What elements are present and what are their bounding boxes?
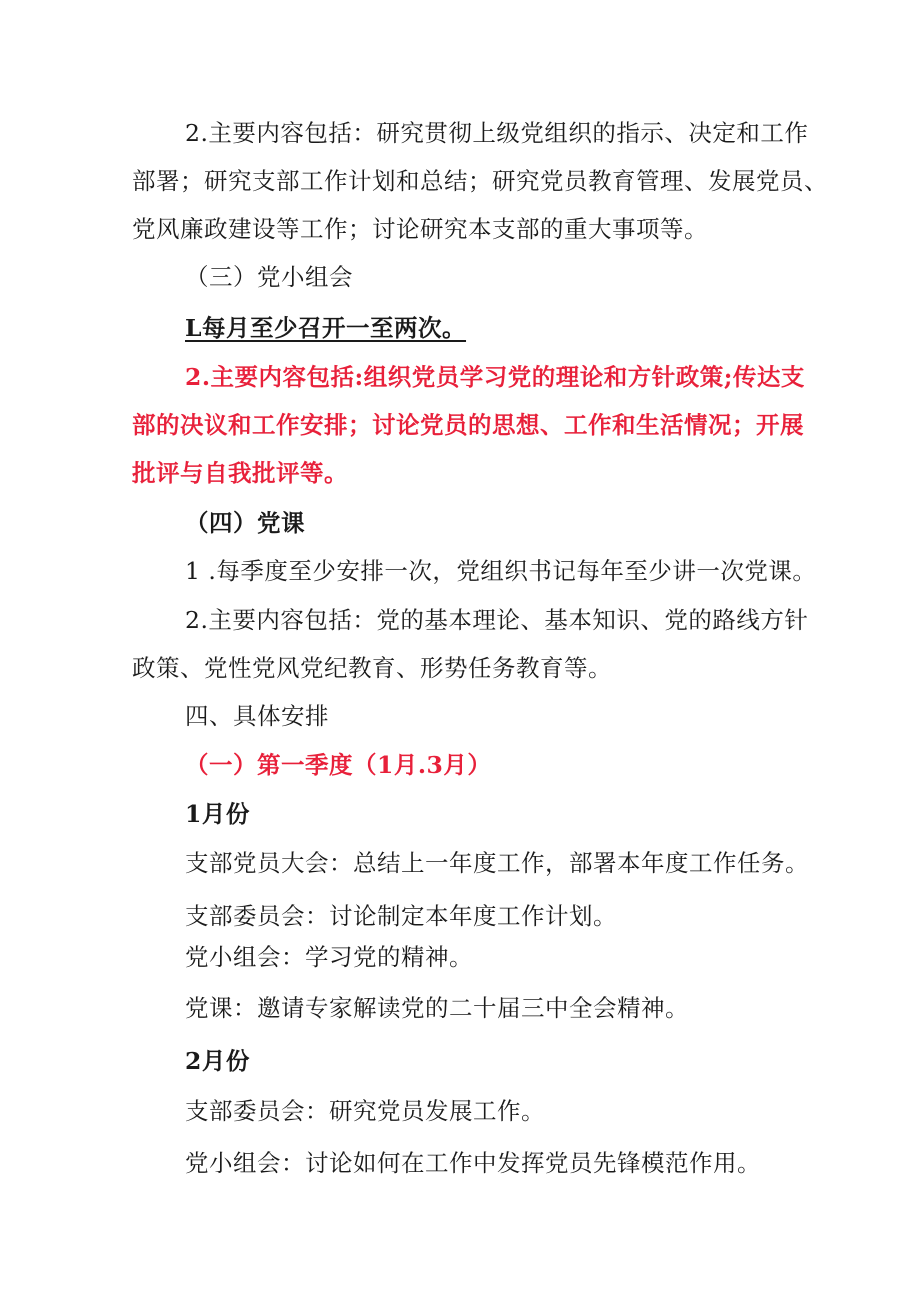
heading-text: （一）第一季度（1月.3月） [185, 751, 492, 779]
text-line: 批评与自我批评等。 [132, 459, 348, 487]
paragraph-line [132, 205, 792, 253]
text-line: 2.主要内容包括：研究贯彻上级党组织的指示、决定和工作 [185, 119, 809, 147]
paragraph-line [185, 353, 805, 401]
text-line: 部署；研究支部工作计划和总结；研究党员教育管理、发展党员、 [132, 167, 828, 195]
month-heading [185, 1037, 792, 1085]
text-line: 支部委员会：研究党员发展工作。 [185, 1097, 545, 1125]
list-item [185, 1139, 792, 1187]
heading-text: 2月份 [185, 1047, 250, 1075]
text-line: 2.主要内容包括：党的基本理论、基本知识、党的路线方针 [185, 606, 809, 634]
text-line: 党风廉政建设等工作；讨论研究本支部的重大事项等。 [132, 215, 708, 243]
list-item [185, 933, 792, 981]
subsection-heading [185, 741, 792, 789]
list-item [185, 984, 792, 1032]
paragraph-line [132, 157, 828, 205]
paragraph-line [185, 109, 809, 157]
paragraph-line [185, 547, 817, 595]
paragraph-line [185, 596, 809, 644]
text-line: 党小组会：讨论如何在工作中发挥党员先锋模范作用。 [185, 1149, 761, 1177]
section-heading [185, 253, 792, 301]
text-line: L每月至少召开一至两次。 [185, 314, 467, 342]
section-heading [185, 499, 792, 547]
text-line: 支部党员大会：总结上一年度工作，部署本年度工作任务。 [185, 849, 809, 877]
heading-text: （三）党小组会 [185, 263, 353, 291]
text-line: 党课：邀请专家解读党的二十届三中全会精神。 [185, 994, 689, 1022]
paragraph-line [132, 449, 792, 497]
heading-text: 四、具体安排 [185, 702, 329, 730]
text-line: 2.主要内容包括:组织党员学习党的理论和方针政策;传达支 [185, 363, 805, 391]
month-heading [185, 790, 792, 838]
list-item [185, 1087, 792, 1135]
text-line: 部的决议和工作安排；讨论党员的思想、工作和生活情况；开展 [132, 411, 804, 439]
text-line: 政策、党性党风党纪教育、形势任务教育等。 [132, 654, 612, 682]
paragraph-line [185, 304, 792, 352]
section-heading [185, 692, 792, 740]
paragraph-line [132, 644, 792, 692]
text-line: 党小组会：学习党的精神。 [185, 943, 473, 971]
heading-text: （四）党课 [185, 509, 305, 537]
text-line: 支部委员会：讨论制定本年度工作计划。 [185, 902, 617, 930]
paragraph-line [132, 401, 804, 449]
list-item [185, 839, 809, 887]
heading-text: 1月份 [185, 800, 250, 828]
text-line: 1 .每季度至少安排一次，党组织书记每年至少讲一次党课。 [185, 557, 817, 585]
